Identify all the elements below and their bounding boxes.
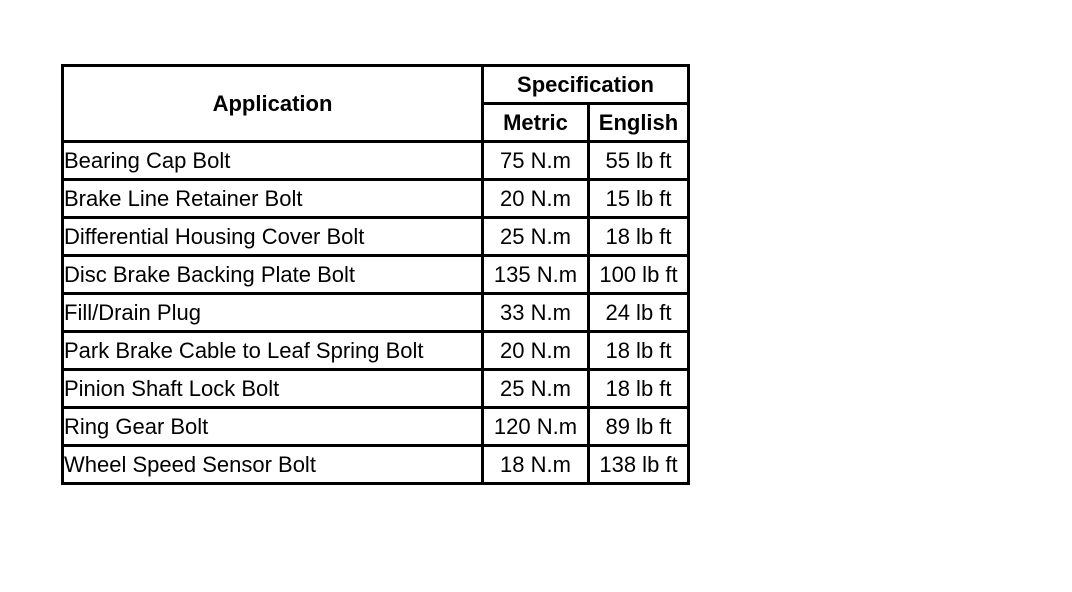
metric-cell: 75 N.m (483, 142, 589, 180)
application-cell: Ring Gear Bolt (63, 408, 483, 446)
table-row (63, 218, 689, 256)
table-row (63, 332, 689, 370)
application-cell: Wheel Speed Sensor Bolt (63, 446, 483, 484)
torque-specification-table (61, 64, 690, 485)
metric-cell: 120 N.m (483, 408, 589, 446)
application-cell: Fill/Drain Plug (63, 294, 483, 332)
english-cell: 15 lb ft (589, 180, 689, 218)
metric-cell: 33 N.m (483, 294, 589, 332)
table-row (63, 142, 689, 180)
metric-cell: 25 N.m (483, 370, 589, 408)
table-row (63, 446, 689, 484)
metric-cell: 135 N.m (483, 256, 589, 294)
table-row (63, 408, 689, 446)
metric-header: Metric (483, 104, 589, 142)
application-cell: Park Brake Cable to Leaf Spring Bolt (63, 332, 483, 370)
english-cell: 18 lb ft (589, 218, 689, 256)
table-row (63, 256, 689, 294)
english-cell: 138 lb ft (589, 446, 689, 484)
english-header: English (589, 104, 689, 142)
application-header: Application (63, 66, 483, 142)
application-cell: Brake Line Retainer Bolt (63, 180, 483, 218)
english-cell: 18 lb ft (589, 332, 689, 370)
metric-cell: 20 N.m (483, 332, 589, 370)
metric-cell: 18 N.m (483, 446, 589, 484)
table-row (63, 370, 689, 408)
table-row (63, 180, 689, 218)
english-cell: 24 lb ft (589, 294, 689, 332)
table-row (63, 294, 689, 332)
english-cell: 18 lb ft (589, 370, 689, 408)
metric-cell: 25 N.m (483, 218, 589, 256)
english-cell: 89 lb ft (589, 408, 689, 446)
metric-cell: 20 N.m (483, 180, 589, 218)
specification-header: Specification (483, 66, 689, 104)
application-cell: Bearing Cap Bolt (63, 142, 483, 180)
application-cell: Disc Brake Backing Plate Bolt (63, 256, 483, 294)
english-cell: 100 lb ft (589, 256, 689, 294)
english-cell: 55 lb ft (589, 142, 689, 180)
application-cell: Differential Housing Cover Bolt (63, 218, 483, 256)
application-cell: Pinion Shaft Lock Bolt (63, 370, 483, 408)
header-row-top (63, 66, 689, 104)
